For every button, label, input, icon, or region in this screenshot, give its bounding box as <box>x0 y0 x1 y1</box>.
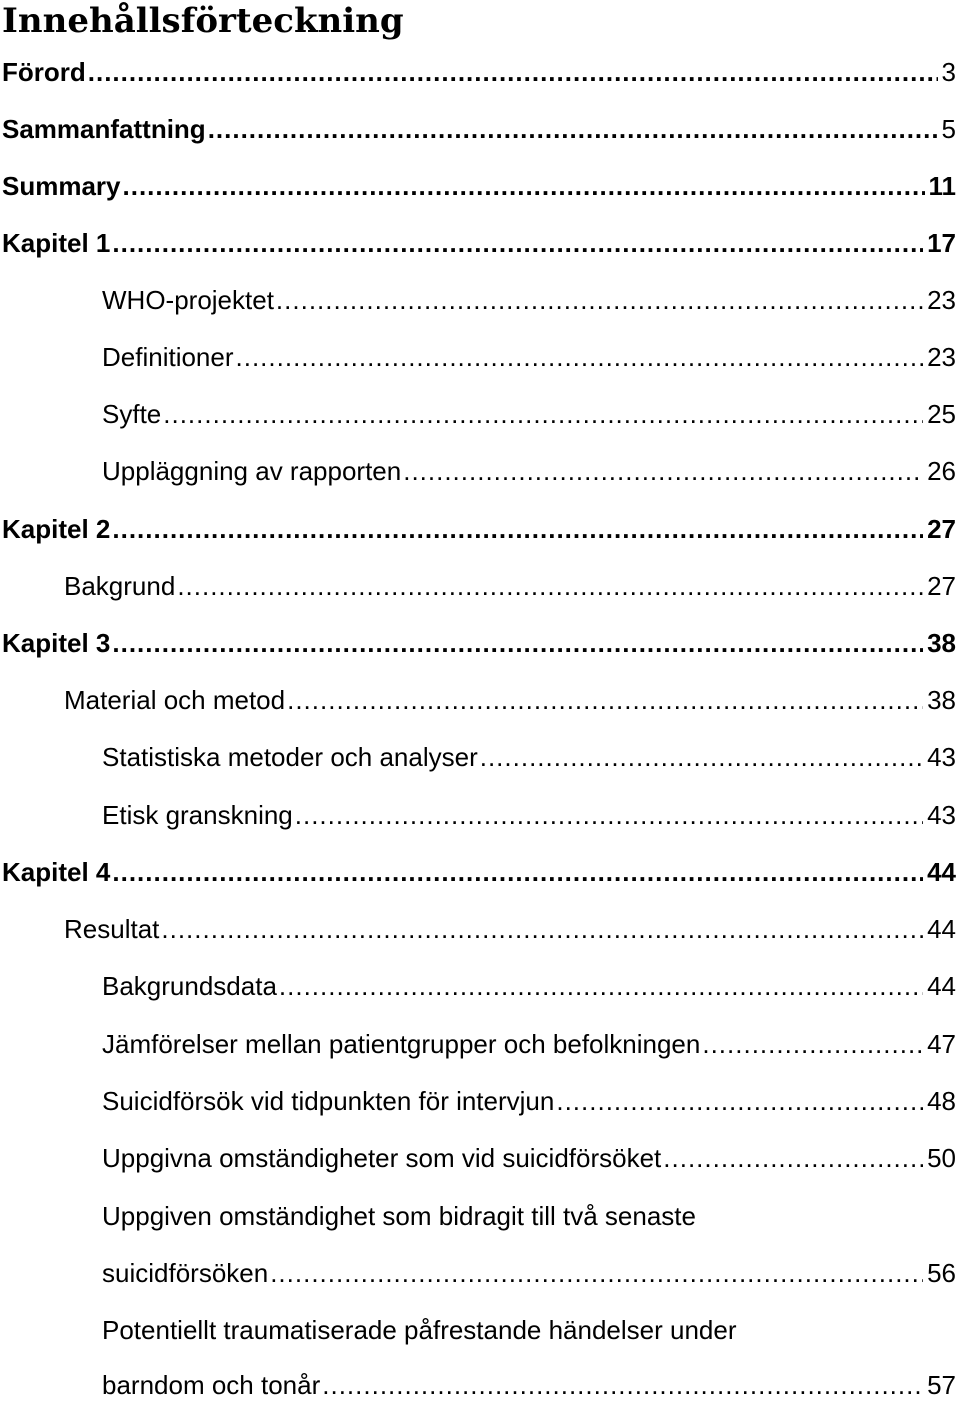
toc-entry-page: 44 <box>927 971 956 1001</box>
dot-leader <box>270 1256 923 1290</box>
toc-entry-sammanfattning[interactable] <box>0 106 956 146</box>
toc-entry-label: Kapitel 2 <box>2 514 111 544</box>
toc-entry-label: Sammanfattning <box>2 114 206 144</box>
toc-entry-label: Definitioner <box>102 342 234 372</box>
toc-entry-page: 47 <box>927 1029 956 1059</box>
dot-leader <box>112 855 923 889</box>
dot-leader <box>161 912 923 946</box>
toc-entry-resultat[interactable] <box>0 906 956 946</box>
dot-leader <box>279 969 923 1003</box>
dot-leader <box>112 226 923 260</box>
toc-entry-label: Uppläggning av rapporten <box>102 456 402 486</box>
toc-entry-label: Uppgiven omständighet som bidragit till två senaste <box>102 1201 696 1231</box>
toc-entry-page: 17 <box>927 228 956 258</box>
toc-entry-potentiellt-traumatiserade-line2[interactable] <box>0 1362 956 1402</box>
toc-entry-label: Resultat <box>64 914 160 944</box>
page-title: Innehållsförteckning <box>2 1 404 41</box>
dot-leader <box>276 283 923 317</box>
toc-entry-label: Uppgivna omständigheter som vid suicidförsöket <box>102 1143 662 1173</box>
toc-entry-summary[interactable] <box>0 163 956 203</box>
toc-entry-page: 25 <box>927 399 956 429</box>
dot-leader <box>236 340 924 374</box>
toc-entry-page: 26 <box>927 456 956 486</box>
toc-entry-forord[interactable] <box>0 49 956 89</box>
toc-entry-page: 3 <box>941 57 956 87</box>
dot-leader <box>556 1084 923 1118</box>
toc-entry-potentiellt-traumatiserade-line1[interactable] <box>0 1307 956 1347</box>
toc-entry-label: Bakgrund <box>64 571 176 601</box>
toc-entry-bakgrundsdata[interactable] <box>0 963 956 1003</box>
toc-entry-label: WHO-projektet <box>102 285 274 315</box>
toc-entry-uppgivna-omstandigheter[interactable] <box>0 1135 956 1175</box>
toc-entry-uppgiven-omstandighet-line1[interactable] <box>0 1193 956 1233</box>
dot-leader <box>287 683 923 717</box>
toc-entry-page: 23 <box>927 342 956 372</box>
dot-leader <box>112 626 923 660</box>
toc-entry-suicidforsok-intervju[interactable] <box>0 1078 956 1118</box>
toc-entry-label: barndom och tonår <box>102 1370 321 1400</box>
toc-entry-label: Summary <box>2 171 121 201</box>
toc-entry-label: Syfte <box>102 399 162 429</box>
dot-leader <box>322 1368 923 1402</box>
toc-entry-page: 44 <box>927 914 956 944</box>
dot-leader <box>403 454 923 488</box>
toc-entry-page: 56 <box>927 1258 956 1288</box>
toc-entry-page: 43 <box>927 800 956 830</box>
dot-leader <box>702 1027 923 1061</box>
toc-entry-label: Suicidförsök vid tidpunkten för intervjun <box>102 1086 555 1116</box>
dot-leader <box>663 1141 923 1175</box>
toc-entry-uppgiven-omstandighet-line2[interactable] <box>0 1250 956 1290</box>
toc-entry-label: Jämförelser mellan patientgrupper och befolkningen <box>102 1029 701 1059</box>
toc-entry-who-projektet[interactable] <box>0 277 956 317</box>
toc-entry-label: Kapitel 4 <box>2 857 111 887</box>
toc-entry-label: Förord <box>2 57 86 87</box>
toc-entry-page: 5 <box>941 114 956 144</box>
toc-entry-definitioner[interactable] <box>0 334 956 374</box>
toc-entry-label: Bakgrundsdata <box>102 971 277 1001</box>
toc-entry-upplaggning[interactable] <box>0 448 956 488</box>
toc-entry-syfte[interactable] <box>0 391 956 431</box>
dot-leader <box>88 55 938 89</box>
toc-entry-page: 38 <box>927 685 956 715</box>
toc-entry-label: Kapitel 3 <box>2 628 111 658</box>
toc-entry-label: Material och metod <box>64 685 286 715</box>
toc-entry-page: 44 <box>927 857 956 887</box>
toc-entry-jamforelser[interactable] <box>0 1021 956 1061</box>
toc-entry-page: 23 <box>927 285 956 315</box>
toc-entry-label: Etisk granskning <box>102 800 293 830</box>
dot-leader <box>208 112 938 146</box>
toc-entry-material-och-metod[interactable] <box>0 677 956 717</box>
toc-entry-label: Statistiska metoder och analyser <box>102 742 478 772</box>
toc-entry-page: 57 <box>927 1370 956 1400</box>
toc-entry-kapitel-4[interactable] <box>0 849 956 889</box>
toc-entry-page: 48 <box>927 1086 956 1116</box>
toc-entry-page: 50 <box>927 1143 956 1173</box>
toc-entry-page: 38 <box>927 628 956 658</box>
toc-entry-etisk-granskning[interactable] <box>0 792 956 832</box>
toc-entry-kapitel-2[interactable] <box>0 506 956 546</box>
toc-entry-kapitel-3[interactable] <box>0 620 956 660</box>
dot-leader <box>295 798 923 832</box>
toc-entry-bakgrund[interactable] <box>0 563 956 603</box>
toc-entry-label: Kapitel 1 <box>2 228 111 258</box>
toc-entry-page: 11 <box>928 171 956 201</box>
toc-entry-label: suicidförsöken <box>102 1258 269 1288</box>
toc-entry-page: 43 <box>927 742 956 772</box>
toc-entry-page: 27 <box>927 571 956 601</box>
toc-entry-label: Potentiellt traumatiserade påfrestande händelser under <box>102 1315 737 1345</box>
toc-entry-statistiska-metoder[interactable] <box>0 734 956 774</box>
toc-entry-page: 27 <box>927 514 956 544</box>
toc-entry-kapitel-1[interactable] <box>0 220 956 260</box>
dot-leader <box>112 512 923 546</box>
dot-leader <box>163 397 923 431</box>
dot-leader <box>123 169 925 203</box>
dot-leader <box>177 569 923 603</box>
dot-leader <box>480 740 923 774</box>
